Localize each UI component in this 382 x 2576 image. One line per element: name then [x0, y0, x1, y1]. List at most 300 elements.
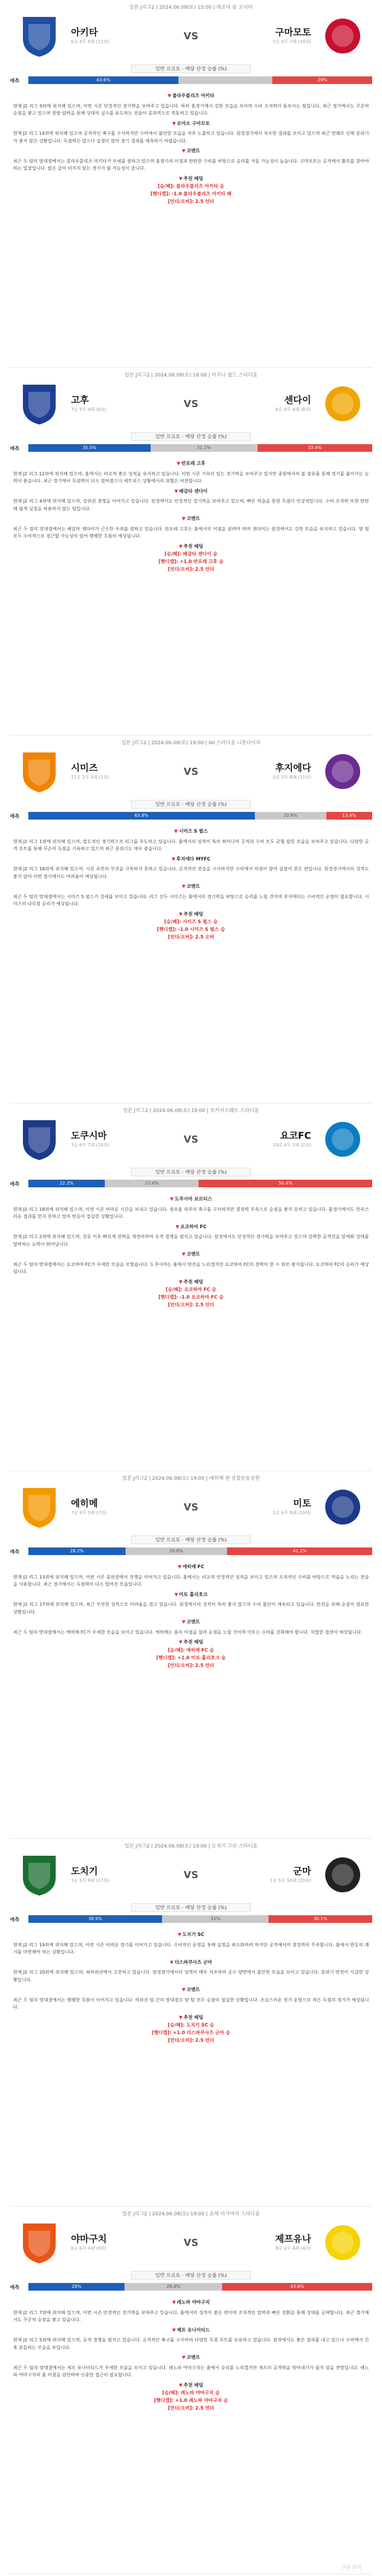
pick-title [13, 1639, 369, 1647]
odds-draw-segment: 31% [162, 1915, 268, 1923]
section-text: 현재 J2 리그 17위에 위치해 있으며, 최근 부진한 성적으로 어려움을 겪고 있습니다. 원정에서의 성적이 특히 좋지 않으며 수비 불안이 계속되고 있습니다. 반전을 위해 승점이 필요한 상황입니다. [13, 1601, 369, 1615]
section-title-text: 코멘트 [186, 1252, 200, 1257]
section-title-text: 에히메 FC [182, 1564, 205, 1570]
pick-key: [언더/오버] [168, 935, 192, 940]
odds-label: 일반 프로토 · 배당 산정 승률 (%) [131, 432, 251, 441]
vs-label: VS [183, 2237, 199, 2249]
pick-line [13, 1647, 369, 1654]
section-title [13, 1619, 369, 1627]
triangle-icon: ▼ [182, 148, 186, 154]
away-team [212, 13, 370, 59]
pick-value: : 에히메 FC 승 [183, 1647, 214, 1653]
triangle-icon: ▼ [182, 1252, 186, 1257]
home-crest-icon [12, 2219, 67, 2266]
teams-row [10, 1851, 372, 1899]
away-team-name: 미토 [293, 1498, 311, 1509]
away-team-record: 10승 4무 2패 (2위) [272, 1143, 311, 1147]
section-text: 최근 두 팀의 맞대결에서는 베갈타 센다이가 근소한 우위를 점하고 있습니다. 반포레 고후는 홈에서의 이점을 살려야 하며 센다이는 원정에서도 강한 모습을 유지하고 있습니다. 양 팀 모두 수비적으로 접근할 가능성이 있어 팽팽한 흐름이 예상됩니다. [13, 525, 369, 539]
home-team-record: 3승 6무 7패 (18위) [71, 1143, 110, 1147]
teams-row [10, 748, 372, 796]
pick-key: [핸디캡] [154, 2398, 172, 2404]
section-title [13, 461, 369, 468]
pick-value: : 2.5 오버 [192, 935, 214, 940]
pick-line [13, 1662, 369, 1670]
away-team-name: 후지에다 [275, 763, 311, 774]
pick-line [13, 2405, 369, 2412]
analysis-section [13, 148, 369, 172]
pick-line [13, 2397, 369, 2405]
section-text: 최근 두 팀의 맞대결에서는 블라우블리츠 아키타가 우세를 점하고 있으며 홈경기의 이점과 탄탄한 수비를 바탕으로 승리를 거둘 가능성이 높습니다. 구마모토는 공격에서 활로를 찾아야 하는 입장입니다. 많은 골이 터지지 않는 경기가 될 가능성이 큽니다. [13, 158, 369, 171]
pick-value: : -1.0 시미즈 S 펄스 승 [175, 927, 225, 933]
away-team-name: 제프유나 [275, 2234, 311, 2245]
triangle-icon: ▼ [178, 2015, 183, 2021]
odds-label: 일반 프로토 · 배당 산정 승률 (%) [131, 1903, 251, 1912]
match-card [10, 2207, 372, 2574]
home-team [12, 1484, 170, 1531]
pick-line [13, 2022, 369, 2029]
odds-label: 일반 프로토 · 배당 산정 승률 (%) [131, 1535, 251, 1544]
odds-home-segment: 22.2% [28, 1180, 105, 1187]
away-team [212, 748, 370, 795]
section-text: 현재 J2 리그 18위에 위치해 있으며, 이번 시즌 어려운 시간을 보내고 있습니다. 점유율 위주의 축구를 구사하지만 결정력 부족으로 승점을 쌓지 못하고 있습니다. 홈경기에서도 만족스러운 결과를 얻지 못하고 있어 반등이 절실한 상황입니다. [13, 1206, 369, 1219]
teams-row [10, 1483, 372, 1531]
pick-title [13, 2015, 369, 2022]
pick-key: [핸디캡] [157, 927, 175, 933]
match-card [10, 1839, 372, 2207]
vs-label: VS [183, 1869, 199, 1881]
away-team-record: 5승 4무 7패 (14위) [272, 39, 311, 44]
odds-row [10, 1546, 372, 1556]
pick-key: [승/패] [158, 184, 173, 189]
section-text: 최근 두 팀의 맞대결에서는 제프 유나이티드가 우세한 모습을 보이고 있습니다. 레노파 야마구치는 홈에서 승리를 노리겠지만 제프의 공격력을 막아내기가 쉽지 않을 전망입니다. 레노파 야마구치의 홈 이점을 감안하여 신중한 접근이 필요합니다. [13, 2364, 369, 2377]
odds-label: 일반 프로토 · 배당 산정 승률 (%) [131, 64, 251, 73]
home-crest-icon [12, 1851, 67, 1898]
home-team [12, 13, 170, 59]
away-team-name: 구마모토 [275, 27, 311, 38]
pick-key: [언더/오버] [168, 2038, 192, 2043]
triangle-icon: ▼ [172, 2327, 176, 2333]
pick-value: : 2.5 언더 [192, 1663, 214, 1669]
pick-line [13, 558, 369, 566]
odds-label: 일반 프로토 · 배당 산정 승률 (%) [131, 800, 251, 809]
away-crest-icon [315, 380, 370, 427]
section-title-text: 코멘트 [186, 148, 200, 154]
match-card [10, 736, 372, 1103]
pick-title [13, 1279, 369, 1287]
section-text: 최근 두 팀의 맞대결에서는 에히메 FC가 우세한 모습을 보이고 있습니다. 에히메는 홈의 이점을 살려 승점을 노릴 것이며 미토는 수비를 강화해야 합니다. 치열한 접전이 예상됩니다. [13, 1629, 362, 1635]
odds-bar [28, 76, 372, 84]
triangle-icon: ▼ [174, 488, 178, 494]
section-title-text: 요코하마 FC [180, 1224, 207, 1230]
pick-value: : 도치기 SC 승 [182, 2023, 214, 2028]
teams-row [10, 2219, 372, 2267]
pick-value: : 시미즈 S 펄스 승 [179, 919, 218, 925]
match-card [10, 1471, 372, 1839]
section-text: 최근 두 팀의 맞대결에서는 시미즈 S 펄스가 강세를 보이고 있습니다. 리그 선두 시미즈는 홈에서의 경기력을 바탕으로 승리를 노릴 것이며 후지에다는 수비적인 운영이 필요합니다. 시미즈의 다득점 승리가 예상됩니다. [13, 893, 369, 906]
odds-away-segment: 29% [272, 76, 372, 84]
home-crest-icon [12, 1484, 67, 1531]
odds-tag: 예측 [10, 1181, 20, 1187]
odds-tag: 예측 [10, 78, 20, 84]
pick-value: : -1.0 요코하마 FC 승 [176, 1295, 224, 1300]
section-text: 현재 J2 리그 12위에 위치해 있으며, 홈에서는 비교적 좋은 성적을 유지하고 있습니다. 이번 시즌 기복이 있는 경기력을 보여주고 있지만 중원에서의 볼 점유를 통해 경기를 풀어가는 능력이 좋습니다. 최근 경기에서 득점력이 다소 떨어졌으나 세트피스 상황에서의 위협은 여전합니다. [13, 470, 369, 483]
triangle-icon: ▼ [171, 856, 176, 862]
pick-value: : 2.5 언더 [192, 567, 214, 572]
odds-row [10, 1179, 372, 1188]
pick-key: [승/패] [168, 2023, 183, 2028]
away-team-record: 2승 6무 8패 (19위) [272, 1510, 311, 1515]
match-header: 일본 J리그2 | 2024.06.08(토) 19:00 | 포카리스웨트 스타디움 [123, 1108, 259, 1114]
section-title-text: 코멘트 [186, 516, 200, 522]
section-title [13, 516, 369, 523]
analysis-section [13, 461, 369, 485]
section-title-text: 로아소 구마모토 [177, 121, 210, 127]
section-text: 현재 J2 리그 19위에 위치해 있으며, 이번 시즌 어려운 경기를 이어가고 있습니다. 수비적인 운영을 통해 실점을 최소화하려 하지만 공격에서의 결정력이 부족합니다. 홈에서 반등의 계기를 마련해야 하는 상황입니다. [13, 1941, 369, 1955]
section-text: 현재 J2 리그 2위에 위치해 있으며, 강등 이후 빠르게 전력을 재정비하여 승격 경쟁을 펼치고 있습니다. 원정에서도 안정적인 경기력을 보여주고 있으며 강력한 공격진을 앞세워 상대를 압박하는 능력이 뛰어납니다. [13, 1234, 369, 1247]
odds-away-segment: 30.1% [268, 1915, 372, 1923]
triangle-icon: ▼ [177, 1932, 182, 1938]
pick-key: [핸디캡] [156, 1655, 174, 1661]
away-crest-icon [315, 1851, 370, 1898]
odds-draw-segment: 27.4% [105, 1180, 199, 1187]
pick-line [13, 551, 369, 558]
pick-box [13, 2015, 369, 2045]
section-title-text: 도치기 SC [182, 1932, 205, 1938]
away-team [212, 2219, 370, 2266]
away-crest-icon [315, 13, 370, 59]
home-team [12, 380, 170, 427]
analysis-section [13, 2327, 369, 2352]
pick-key: [승/패] [165, 1287, 181, 1293]
pick-value: : 레노파 야마구치 승 [177, 2390, 220, 2396]
pick-title-text: 추천 배팅 [183, 911, 204, 917]
pick-key: [승/패] [168, 1647, 183, 1653]
section-title-text: 시미즈 S 펄스 [178, 829, 208, 834]
odds-home-segment: 65.8% [28, 812, 255, 820]
match-header: 일본 J리그2 | 2024.06.08(토) 18:00 | 미쿠니 월드 스타디움 [124, 373, 258, 378]
odds-home-segment: 38.9% [28, 1915, 162, 1923]
odds-away-segment: 33.4% [258, 444, 372, 452]
teams-row [10, 380, 372, 428]
odds-label: 일반 프로토 · 배당 산정 승률 (%) [131, 1168, 251, 1176]
analysis-section [13, 121, 369, 145]
pick-value: : 2.5 언더 [192, 2038, 214, 2043]
section-text: 현재 J2 리그 7위에 위치해 있으며, 이번 시즌 안정적인 경기력을 보여주고 있습니다. 홈에서의 성적이 좋은 편이며 조직적인 압박과 빠른 전환을 통해 상대를 공략합니다. 최근 경기에서도 꾸준히 승점을 쌓고 있습니다. [13, 2309, 369, 2322]
away-crest-icon [315, 1484, 370, 1531]
odds-draw-segment: 20.8% [255, 812, 326, 820]
teams-row [10, 1115, 372, 1163]
home-team [12, 748, 170, 795]
odds-draw-segment: 29.6% [126, 1547, 227, 1555]
odds-home-segment: 28.2% [28, 1547, 126, 1555]
pick-key: [핸디캡] [152, 2030, 170, 2036]
section-title [13, 148, 369, 156]
pick-line [13, 2389, 369, 2397]
section-title-text: 미토 홀리호크 [179, 1592, 208, 1598]
pick-title [13, 543, 369, 551]
pick-key: [언더/오버] [168, 199, 192, 205]
triangle-icon: ▼ [170, 1959, 174, 1965]
analysis-section [13, 828, 369, 853]
section-title-text: 코멘트 [186, 1619, 200, 1625]
home-crest-icon [12, 1116, 67, 1163]
away-team [212, 1851, 370, 1898]
pick-box [13, 1639, 369, 1670]
odds-row [10, 811, 372, 821]
section-title [13, 828, 369, 836]
section-text: 현재 J2 리그 1위에 위치해 있으며, 압도적인 경기력으로 리그를 주도하고 있습니다. 홈에서의 성적이 특히 뛰어나며 공격과 수비 모두 균형 잡힌 모습을 보여주고 있습니다. 다양한 공격 루트를 통해 꾸준히 득점을 기록하고 있으며 최근 분위기도 매우 좋습니다. [13, 838, 369, 851]
away-team [212, 1484, 370, 1531]
section-title-text: 반포레 고후 [181, 461, 206, 467]
section-title-text: 후지에다 MYFC [176, 856, 211, 862]
analysis-section [13, 1619, 369, 1636]
away-team [212, 1116, 370, 1163]
pick-line [13, 934, 369, 941]
odds-row [10, 1914, 372, 1924]
triangle-icon: ▼ [182, 1987, 186, 1993]
section-text: 현재 J2 리그 16위에 위치해 있으며, 시즌 초반의 부진을 극복하지 못하고 있습니다. 공격적인 전술을 구사하지만 수비에서 허점이 많아 실점이 잦은 편입니다. 원정경기에서의 성적도 좋지 않아 이번 경기에서도 어려움이 예상됩니다. [13, 866, 369, 879]
pick-value: : 2.5 언더 [192, 1302, 214, 1308]
home-team [12, 1851, 170, 1898]
analysis-section [13, 1251, 369, 1276]
pick-title-text: 추천 배팅 [183, 2382, 204, 2388]
section-text: 현재 J2 리그 4위에 위치해 있으며, 상위권 경쟁을 이어가고 있습니다. 원정에서도 안정적인 경기력을 보여주고 있으며, 빠른 역습을 통한 득점이 인상적입니다. 수비 조직력 또한 탄탄해 쉽게 실점을 허용하지 않는 팀입니다. [13, 498, 369, 511]
pick-title [13, 911, 369, 919]
section-title [13, 1987, 369, 1994]
triangle-icon: ▼ [177, 1564, 182, 1570]
triangle-icon: ▼ [174, 829, 178, 834]
pick-title-text: 추천 배팅 [183, 2015, 204, 2021]
pick-key: [핸디캡] [150, 192, 169, 197]
analysis-section [13, 1932, 369, 1956]
triangle-icon: ▼ [178, 176, 183, 182]
away-team [212, 380, 370, 427]
odds-draw-segment: 31.1% [151, 444, 258, 452]
section-text: 현재 J2 리그 5위에 위치해 있으며, 승격 경쟁을 펼치고 있습니다. 공격적인 축구를 구사하며 다양한 득점 루트를 보유하고 있습니다. 원정에서도 좋은 결과를 내고 있으나 수비에서 간혹 흔들리는 모습을 보입니다. [13, 2337, 369, 2350]
section-title-text: 제프 유나이티드 [177, 2327, 210, 2333]
analysis-section [13, 856, 369, 881]
away-team-name: 센다이 [284, 395, 311, 406]
home-team-name: 도치기 [71, 1866, 98, 1877]
home-team-record: 7승 5무 4패 (6위) [71, 407, 107, 412]
section-title [13, 856, 369, 864]
triangle-icon: ▼ [182, 516, 186, 522]
match-card [10, 0, 372, 368]
analysis-section [13, 2354, 369, 2379]
pick-key: [승/패] [162, 2390, 177, 2396]
home-team-name: 야마구치 [71, 2234, 107, 2245]
analysis [10, 1924, 372, 2045]
section-text: 현재 J2 리그 14위에 위치해 있으며 공격적인 축구를 구사하지만 수비에서 불안한 모습을 자주 노출하고 있습니다. 원정경기에서 저조한 결과를 보이고 있으며 최근 연패로 인해 분위기가 좋지 않은 상황입니다. 득점력은 있으나 실점이 많아 경기 결과를 예측하기 어렵습니다. [13, 130, 369, 144]
section-title-text: 블라우블리츠 아키타 [172, 93, 214, 99]
section-title [13, 1959, 369, 1967]
section-title-text: 코멘트 [186, 2355, 200, 2360]
analysis-section [13, 1987, 369, 2011]
odds-away-segment: 43.6% [222, 2283, 372, 2291]
away-team-record: 8승 4무 4패 (4위) [275, 2246, 311, 2251]
home-team-name: 에히메 [71, 1498, 98, 1509]
odds-label: 일반 프로토 · 배당 산정 승률 (%) [131, 2271, 251, 2280]
away-team-record: 6승 6무 4패 (8위) [275, 407, 311, 412]
triangle-icon: ▼ [170, 1197, 174, 1202]
odds-bar [28, 444, 372, 452]
pick-value: : -1.0 블라우블리츠 아키타 패 [168, 192, 232, 197]
home-team-name: 시미즈 [71, 763, 98, 774]
section-title [13, 1224, 369, 1232]
match-header: 일본 J리그2 | 2024.06.08(토) 15:00 | 레조낙 돔 오이타 [129, 5, 253, 10]
pick-box [13, 2382, 369, 2413]
odds-row [10, 2282, 372, 2292]
pick-title-text: 추천 배팅 [183, 1640, 204, 1645]
pick-title-text: 추천 배팅 [183, 1279, 204, 1285]
triangle-icon: ▼ [178, 1640, 183, 1645]
triangle-icon: ▼ [182, 884, 186, 889]
pick-line [13, 566, 369, 573]
home-team-name: 도쿠시마 [71, 1131, 107, 1141]
pick-key: [언더/오버] [168, 1663, 192, 1669]
pick-key: [핸디캡] [158, 1295, 176, 1300]
section-text: 현재 J2 리그 9위에 위치해 있으며, 이번 시즌 안정적인 경기력을 보여주고 있습니다. 특히 홈경기에서 강한 모습을 보이며 수비 조직력이 돋보이는 팀입니다. 최근 경기에서도 꾸준히 승점을 쌓고 있으며 전방 압박을 통해 상대의 실수를 유도하는 전술이 효과적으로 작동하고 있습니다. [13, 103, 369, 116]
analysis-section [13, 1196, 369, 1221]
analysis [10, 453, 372, 573]
home-crest-icon [12, 380, 67, 427]
odds-row [10, 443, 372, 453]
analysis-section [13, 488, 369, 513]
match-header: 일본 J리그2 | 2024.06.08(토) 19:00 | 에히메 현 종합운동공원 [122, 1476, 260, 1481]
away-team-name: 군마 [293, 1866, 311, 1877]
analysis [10, 821, 372, 941]
pick-line [13, 183, 369, 190]
pick-line [13, 2037, 369, 2045]
section-title [13, 2327, 369, 2335]
odds-tag: 예측 [10, 1549, 20, 1555]
odds-draw-segment: 28.4% [124, 2283, 222, 2291]
odds-home-segment: 43.6% [28, 76, 178, 84]
home-crest-icon [12, 13, 67, 59]
pick-value: : +1.0 미토 홀리호크 승 [174, 1655, 226, 1661]
odds-tag: 예측 [10, 2285, 20, 2291]
away-crest-icon [315, 1116, 370, 1163]
odds-row [10, 75, 372, 85]
analysis [10, 85, 372, 206]
pick-title [13, 176, 369, 183]
home-team-name: 고후 [71, 395, 89, 406]
home-team [12, 2219, 170, 2266]
section-title [13, 1932, 369, 1939]
section-text: 최근 두 팀의 맞대결에서는 팽팽한 흐름이 이어지고 있습니다. 하위권 팀 간의 맞대결로 양 팀 모두 승점이 절실한 상황입니다. 조심스러운 경기 운영으로 적은 득점의 경기가 예상됩니다. [13, 1997, 369, 2010]
pick-key: [언더/오버] [168, 567, 192, 572]
section-title [13, 1251, 369, 1259]
away-team-record: 5승 3무 8패 (15위) [272, 775, 311, 780]
section-title [13, 1592, 369, 1599]
section-title [13, 121, 369, 128]
triangle-icon: ▼ [172, 121, 176, 127]
analysis-section [13, 516, 369, 540]
pick-value: : 베갈타 센다이 승 [179, 552, 218, 557]
triangle-icon: ▼ [182, 2355, 186, 2360]
section-title [13, 1196, 369, 1204]
section-title-text: 도쿠시마 보르티스 [174, 1197, 212, 1202]
pick-title-text: 추천 배팅 [183, 176, 204, 182]
home-team-record: 7승 4무 5패 (7위) [71, 1510, 107, 1515]
vs-label: VS [183, 1501, 199, 1513]
odds-bar [28, 1547, 372, 1555]
away-crest-icon [315, 748, 370, 795]
match-header: 일본 J리그2 | 2024.06.08(토) 19:00 | 도치기 그린 스타디움 [124, 1844, 258, 1849]
home-team-record: 6승 4무 6패 (12위) [71, 39, 110, 44]
triangle-icon: ▼ [174, 1592, 178, 1598]
pick-box [13, 176, 369, 206]
triangle-icon: ▼ [178, 1279, 183, 1285]
triangle-icon: ▼ [175, 1224, 180, 1230]
odds-tag: 예측 [10, 446, 20, 452]
pick-value: : 요코하마 FC 승 [180, 1287, 217, 1293]
pick-line [13, 918, 369, 926]
triangle-icon: ▼ [168, 93, 171, 99]
pick-value: : 블라우블리츠 아키타 승 [172, 184, 224, 189]
odds-away-segment: 42.2% [227, 1547, 372, 1555]
triangle-icon: ▼ [178, 911, 183, 917]
section-title-text: 더스파쿠사츠 군마 [174, 1959, 212, 1965]
section-title [13, 93, 369, 100]
odds-bar [28, 1180, 372, 1187]
odds-tag: 예측 [10, 1917, 20, 1923]
section-title-text: 레노파 야마구치 [177, 2300, 210, 2305]
vs-label: VS [183, 766, 199, 778]
analysis-section [13, 883, 369, 908]
pick-value: : 2.5 언더 [192, 199, 214, 205]
odds-away-segment: 50.4% [199, 1180, 372, 1187]
odds-bar [28, 1915, 372, 1923]
analysis-section [13, 1224, 369, 1248]
odds-tag: 예측 [10, 814, 20, 820]
away-crest-icon [315, 2219, 370, 2266]
pick-line [13, 190, 369, 198]
section-title [13, 883, 369, 891]
home-crest-icon [12, 748, 67, 795]
pick-line [13, 2029, 369, 2037]
odds-away-segment: 13.4% [326, 812, 372, 820]
triangle-icon: ▼ [178, 2382, 183, 2388]
section-title [13, 2299, 369, 2307]
section-title-text: 코멘트 [186, 1987, 200, 1993]
pick-box [13, 911, 369, 942]
triangle-icon: ▼ [172, 2300, 176, 2305]
watermark: 구라 분석 [341, 2565, 361, 2571]
match-card [10, 1103, 372, 1471]
analysis-section [13, 1959, 369, 1984]
section-text: 최근 두 팀의 맞대결에서는 요코하마 FC가 우세한 모습을 보였습니다. 도쿠시마는 홈에서 반전을 노리겠지만 요코하마 FC의 전력이 한 수 위로 평가됩니다. 요코하마 FC의 승리가 예상됩니다. [13, 1261, 369, 1274]
pick-key: [언더/오버] [168, 2406, 192, 2411]
away-team-name: 요코FC [280, 1131, 311, 1141]
pick-title-text: 추천 배팅 [183, 543, 204, 549]
analysis-section [13, 2299, 369, 2324]
pick-line [13, 1294, 369, 1301]
pick-value: : +1.0 레노파 야마구치 승 [171, 2398, 228, 2404]
home-team [12, 1116, 170, 1163]
odds-draw-segment [178, 76, 273, 84]
vs-label: VS [183, 398, 199, 410]
pick-line [13, 926, 369, 934]
pick-box [13, 1279, 369, 1310]
match-header: 일본 J리그2 | 2024.06.08(토) 19:00 | 쵸레 마가마리 스타디움 [122, 2212, 260, 2217]
pick-key: [언더/오버] [168, 1302, 192, 1308]
analysis [10, 2292, 372, 2412]
section-text: 현재 J2 리그 13위에 위치해 있으며, 이번 시즌 중위권에서 경쟁을 이어가고 있습니다. 홈에서는 비교적 안정적인 성적을 보이고 있으며 조직적인 수비를 바탕으로 역습을 노리는 전술을 사용합니다. 최근 경기에서는 득점력이 다소 떨어진 모습입니다. [13, 1574, 369, 1587]
pick-line [13, 1286, 369, 1294]
odds-home-segment: 35.5% [28, 444, 151, 452]
pick-line [13, 1654, 369, 1662]
